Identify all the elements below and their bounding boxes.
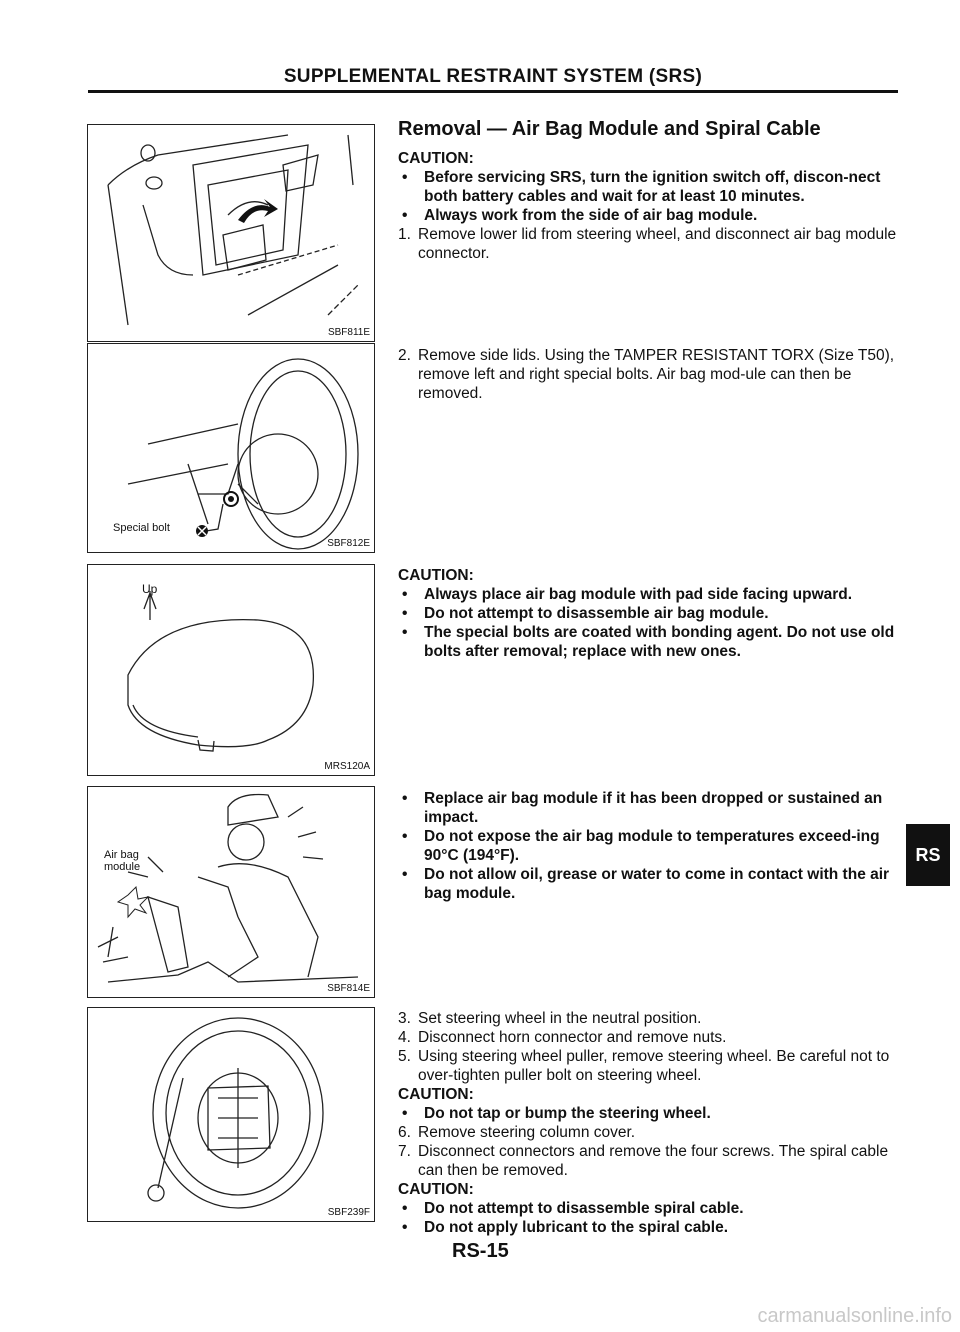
caution-bullet: • Do not tap or bump the steering wheel. [398, 1104, 903, 1123]
step-3 [398, 1009, 903, 1028]
section-title: Removal — Air Bag Module and Spiral Cable [398, 118, 821, 140]
caution-bullet: • Always work from the side of air bag module. [398, 206, 903, 225]
caution-heading: CAUTION: [398, 150, 474, 167]
header-rule [88, 90, 898, 93]
step-text: Using steering wheel puller, remove steering wheel. Be careful not to over-tighten puller bolt on steering wheel. [418, 1048, 890, 1084]
step-number: 2. [398, 347, 411, 364]
step-number: 6. [398, 1124, 411, 1141]
step-text: Disconnect connectors and remove the four screws. The spiral cable can then be removed. [418, 1143, 889, 1179]
caution-bullet: • Before servicing SRS, turn the ignition switch off, discon-nect both battery cables and wait for at least 10 minutes. [398, 168, 903, 206]
step-text: Remove side lids. Using the TAMPER RESISTANT TORX (Size T50), remove left and right special bolts. Air bag mod-ule can then be removed. [418, 347, 895, 402]
step-6 [398, 1123, 903, 1142]
caution-heading: CAUTION: [398, 1086, 474, 1103]
steering-wheel-bolt-illustration [88, 344, 373, 551]
step-4 [398, 1028, 903, 1047]
page-header-title: SUPPLEMENTAL RESTRAINT SYSTEM (SRS) [283, 66, 703, 87]
section-step-2 [398, 346, 903, 403]
special-bolt-label: Special bolt [113, 522, 170, 534]
airbag-module-pad-illustration [88, 565, 373, 774]
airbag-module-label: Air bag module [104, 849, 141, 873]
caution-bullet: • The special bolts are coated with bonding agent. Do not use old bolts after removal; replace with new ones. [398, 623, 903, 661]
figure-airbag-upward [87, 564, 375, 776]
caution-bullet: • Do not attempt to disassemble air bag module. [398, 604, 903, 623]
up-label: Up [142, 582, 158, 596]
caution-heading: CAUTION: [398, 567, 474, 584]
step-number: 4. [398, 1029, 411, 1046]
step-1 [398, 225, 903, 263]
figure-code: MRS120A [324, 761, 370, 772]
step-number: 5. [398, 1048, 411, 1065]
page-number: RS-15 [452, 1240, 509, 1262]
section-tab-rs[interactable]: RS [906, 824, 950, 886]
step-text: Remove lower lid from steering wheel, and disconnect air bag module connector. [418, 226, 897, 262]
section-caution-placement [398, 566, 903, 661]
figure-dropped-airbag [87, 786, 375, 998]
caution-bullet: • Do not apply lubricant to the spiral cable. [398, 1218, 903, 1237]
step-text: Set steering wheel in the neutral position. [418, 1010, 702, 1027]
caution-bullet: • Do not attempt to disassemble spiral cable. [398, 1199, 903, 1218]
figure-lower-lid-connector [87, 124, 375, 342]
figure-wheel-puller [87, 1007, 375, 1222]
steering-wheel-puller-illustration [88, 1008, 373, 1220]
watermark: carmanualsonline.info [757, 1305, 952, 1327]
steering-lower-lid-illustration [88, 125, 373, 340]
figure-code: SBF812E [327, 538, 370, 549]
step-number: 3. [398, 1010, 411, 1027]
figure-special-bolt [87, 343, 375, 553]
section-removal [398, 120, 903, 263]
figure-code: SBF814E [327, 983, 370, 994]
step-number: 7. [398, 1143, 411, 1160]
figure-code: SBF811E [327, 327, 370, 338]
caution-heading: CAUTION: [398, 1181, 474, 1198]
step-5 [398, 1047, 903, 1085]
section-replacement-notes [398, 789, 903, 903]
step-2 [398, 346, 903, 403]
step-text: Disconnect horn connector and remove nuts. [418, 1029, 727, 1046]
note-bullet: • Do not expose the air bag module to temperatures exceed-ing 90°C (194°F). [398, 827, 903, 865]
step-7 [398, 1142, 903, 1180]
note-bullet: • Do not allow oil, grease or water to come in contact with the air bag module. [398, 865, 903, 903]
figure-code: SBF239F [327, 1207, 370, 1218]
step-number: 1. [398, 226, 411, 243]
section-steps-3-7 [398, 1009, 903, 1237]
dropped-airbag-cartoon [88, 787, 373, 996]
step-text: Remove steering column cover. [418, 1124, 636, 1141]
caution-bullet: • Always place air bag module with pad side facing upward. [398, 585, 903, 604]
note-bullet: • Replace air bag module if it has been dropped or sustained an impact. [398, 789, 903, 827]
